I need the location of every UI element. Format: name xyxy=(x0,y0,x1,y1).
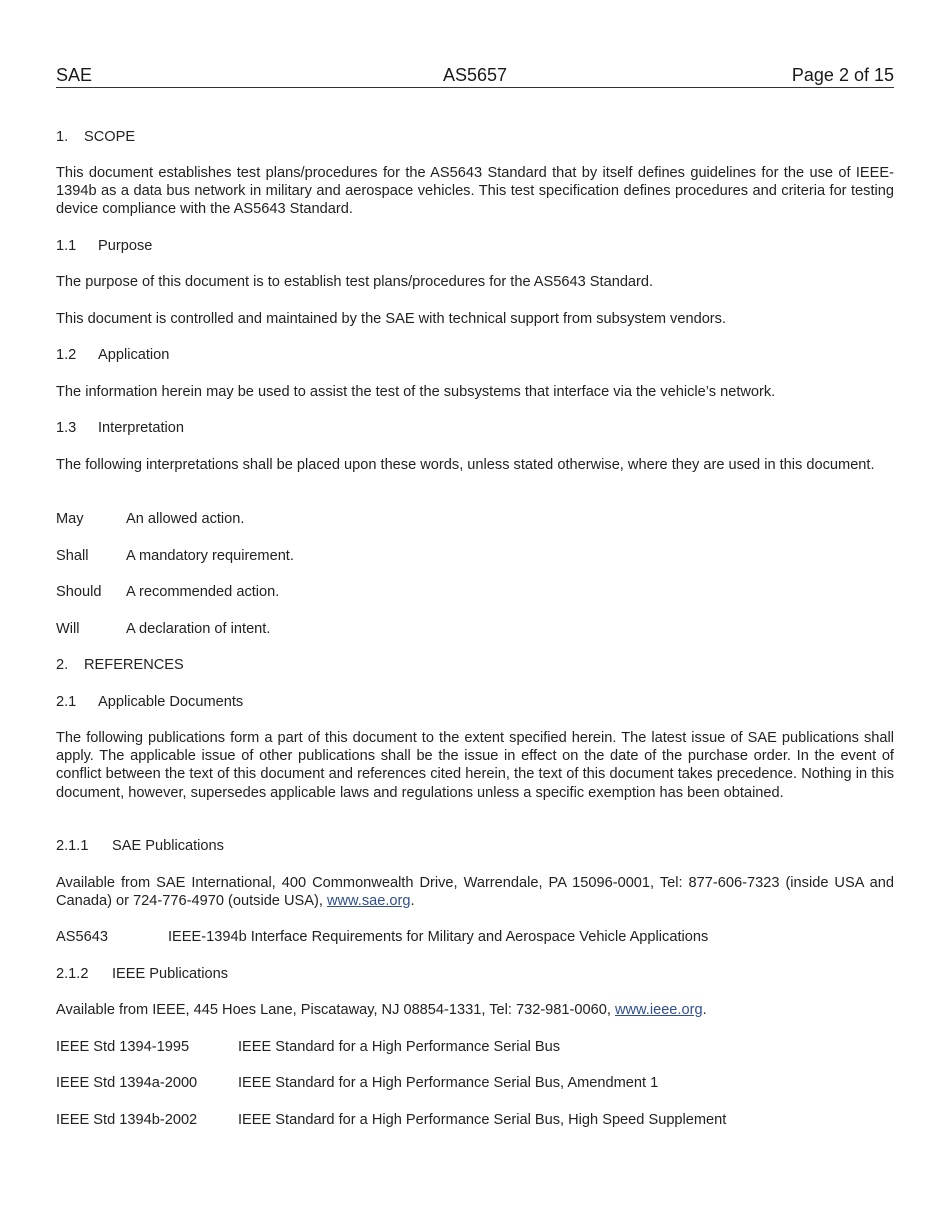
definition-text: An allowed action. xyxy=(126,511,245,527)
reference-title: IEEE Standard for a High Performance Serial Bus xyxy=(238,1039,561,1055)
sae-availability-text: Available from SAE International, 400 Commonwealth Drive, Warrendale, PA 15096-0001, Tel: 877-606-7323 (inside USA and Canada) or 724-776-4970 (outside USA), xyxy=(56,875,894,910)
header-org: SAE xyxy=(56,65,93,85)
section-number: 1.1 xyxy=(56,238,77,254)
header-page-number: Page 2 of 15 xyxy=(791,65,894,85)
section-number: 2.1.2 xyxy=(56,966,89,982)
section-title: Interpretation xyxy=(98,420,184,436)
section-title: Applicable Documents xyxy=(98,694,244,710)
sae-website-link[interactable]: www.sae.org xyxy=(326,893,411,910)
section-title: SCOPE xyxy=(84,129,136,145)
section-title: IEEE Publications xyxy=(112,966,229,982)
reference-row xyxy=(56,1074,894,1092)
reference-id: AS5643 xyxy=(56,929,108,945)
sae-availability-paragraph xyxy=(56,874,894,910)
purpose-paragraph-1: The purpose of this document is to establish test plans/procedures for the AS5643 Standard. xyxy=(56,274,654,290)
section-heading-ieee-publications xyxy=(56,965,894,983)
section-number: 2.1 xyxy=(56,694,77,710)
reference-row xyxy=(56,1111,894,1129)
reference-id: IEEE Std 1394-1995 xyxy=(56,1039,190,1055)
definition-term: Shall xyxy=(56,548,89,564)
reference-id: IEEE Std 1394a-2000 xyxy=(56,1075,198,1091)
header-doc-number: AS5657 xyxy=(442,65,508,85)
definition-text: A mandatory requirement. xyxy=(126,548,294,564)
reference-row xyxy=(56,1038,894,1056)
purpose-paragraph-2: This document is controlled and maintained by the SAE with technical support from subsystem vendors. xyxy=(56,311,727,327)
scope-paragraph: This document establishes test plans/procedures for the AS5643 Standard that by itself defines guidelines for the use of IEEE-1394b as a data bus network in military and aerospace vehicles. This test specification defines procedures and criteria for testing device compliance with the AS5643 Standard. xyxy=(56,165,894,218)
section-number: 1.3 xyxy=(56,420,77,436)
definition-row xyxy=(56,583,894,601)
ieee-availability-paragraph xyxy=(56,1001,894,1019)
section-heading-interpretation xyxy=(56,419,894,437)
definition-term: Should xyxy=(56,584,102,600)
definition-term: Will xyxy=(56,621,80,637)
section-title: Application xyxy=(98,347,170,363)
definition-text: A recommended action. xyxy=(126,584,280,600)
section-heading-applicable-documents xyxy=(56,693,894,711)
reference-row xyxy=(56,928,894,946)
reference-title: IEEE Standard for a High Performance Serial Bus, High Speed Supplement xyxy=(238,1112,727,1128)
section-title: REFERENCES xyxy=(84,657,184,673)
section-heading-purpose xyxy=(56,237,894,255)
applicable-documents-paragraph: The following publications form a part of this document to the extent specified herein. The latest issue of SAE publications shall apply. The applicable issue of other publications shall be the issue in effect on the date of the purchase order. In the event of conflict between the text of this document and references cited herein, the text of this document takes precedence. Nothing in this document, however, supersedes applicable laws and regulations unless a specific exemption has been obtained. xyxy=(56,730,894,801)
reference-title: IEEE Standard for a High Performance Serial Bus, Amendment 1 xyxy=(238,1075,659,1091)
section-title: Purpose xyxy=(98,238,153,254)
section-heading-application xyxy=(56,346,894,364)
application-paragraph: The information herein may be used to assist the test of the subsystems that interface via the vehicle’s network. xyxy=(56,384,776,400)
definition-text: A declaration of intent. xyxy=(126,621,271,637)
reference-title: IEEE-1394b Interface Requirements for Military and Aerospace Vehicle Applications xyxy=(168,929,709,945)
page-header xyxy=(56,65,894,88)
section-heading-scope xyxy=(56,128,894,146)
definition-row xyxy=(56,547,894,565)
interpretation-paragraph: The following interpretations shall be placed upon these words, unless stated otherwise, where they are used in this document. xyxy=(56,457,875,473)
section-heading-references xyxy=(56,656,894,674)
ieee-website-link[interactable]: www.ieee.org xyxy=(614,1002,703,1018)
section-number: 1. xyxy=(56,129,69,145)
sae-availability-end: . xyxy=(410,893,415,910)
ieee-availability-end: . xyxy=(702,1002,707,1018)
definition-row xyxy=(56,510,894,528)
definition-row xyxy=(56,620,894,638)
section-number: 2. xyxy=(56,657,69,673)
section-number: 1.2 xyxy=(56,347,77,363)
section-heading-sae-publications xyxy=(56,837,894,855)
section-number: 2.1.1 xyxy=(56,838,89,854)
ieee-availability-text: Available from IEEE, 445 Hoes Lane, Piscataway, NJ 08854-1331, Tel: 732-981-0060, xyxy=(56,1002,615,1018)
reference-id: IEEE Std 1394b-2002 xyxy=(56,1112,198,1128)
section-title: SAE Publications xyxy=(112,838,224,854)
definition-term: May xyxy=(56,511,84,527)
